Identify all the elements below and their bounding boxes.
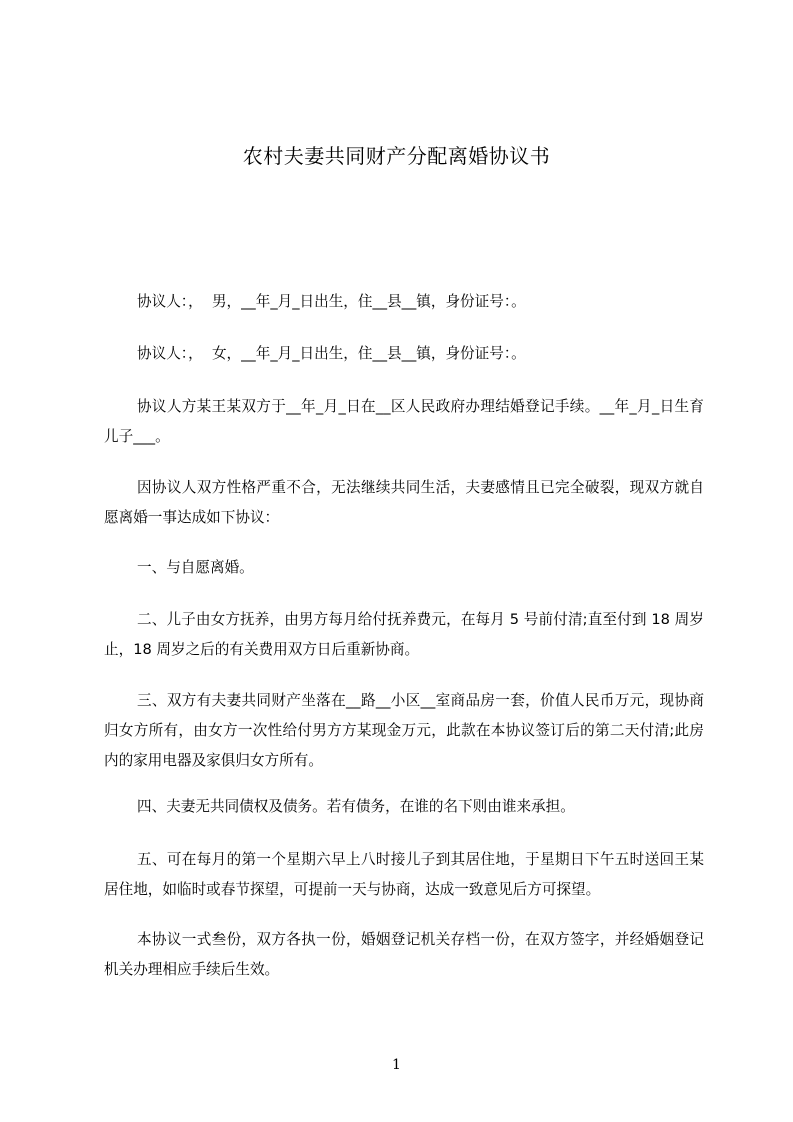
marriage-registration-paragraph: 协议人方某王某双方于__年_月_日在__区人民政府办理结婚登记手续。__年_月_日生育儿子___。 [104, 398, 704, 445]
divorce-reason-paragraph: 因协议人双方性格严重不合，无法继续共同生活，夫妻感情且已完全破裂，现双方就自愿离婚一事达成如下协议： [104, 479, 704, 526]
party-female-paragraph: 协议人：， 女，__年_月_日出生，住__县__镇，身份证号：。 [137, 345, 526, 362]
clause-3-paragraph: 三、双方有夫妻共同财产坐落在__路__小区__室商品房一套，价值人民币万元，现协商归女方所有，由女方一次性给付男方方某现金万元，此款在本协议签订后的第二天付清;此房内的家用电器及家俱归女方所有。 [104, 692, 704, 769]
clause-5-paragraph: 五、可在每月的第一个星期六早上八时接儿子到其居住地，于星期日下午五时送回王某居住地，如临时或春节探望，可提前一天与协商，达成一致意见后方可探望。 [104, 851, 704, 898]
agreement-copies-paragraph: 本协议一式叁份，双方各执一份，婚姻登记机关存档一份，在双方签字，并经婚姻登记机关办理相应手续后生效。 [104, 931, 704, 978]
clause-4-paragraph: 四、夫妻无共同债权及债务。若有债务，在谁的名下则由谁来承担。 [137, 798, 575, 815]
party-male-paragraph: 协议人：， 男，__年_月_日出生，住__县__镇，身份证号：。 [137, 293, 526, 310]
document-title: 农村夫妻共同财产分配离婚协议书 [242, 144, 551, 168]
clause-1-paragraph: 一、与自愿离婚。 [137, 559, 254, 576]
clause-2-paragraph: 二、儿子由女方抚养，由男方每月给付抚养费元，在每月 5 号前付清;直至付到 18 周岁止，18 周岁之后的有关费用双方日后重新协商。 [104, 611, 704, 658]
page-number: 1 [392, 1057, 401, 1073]
